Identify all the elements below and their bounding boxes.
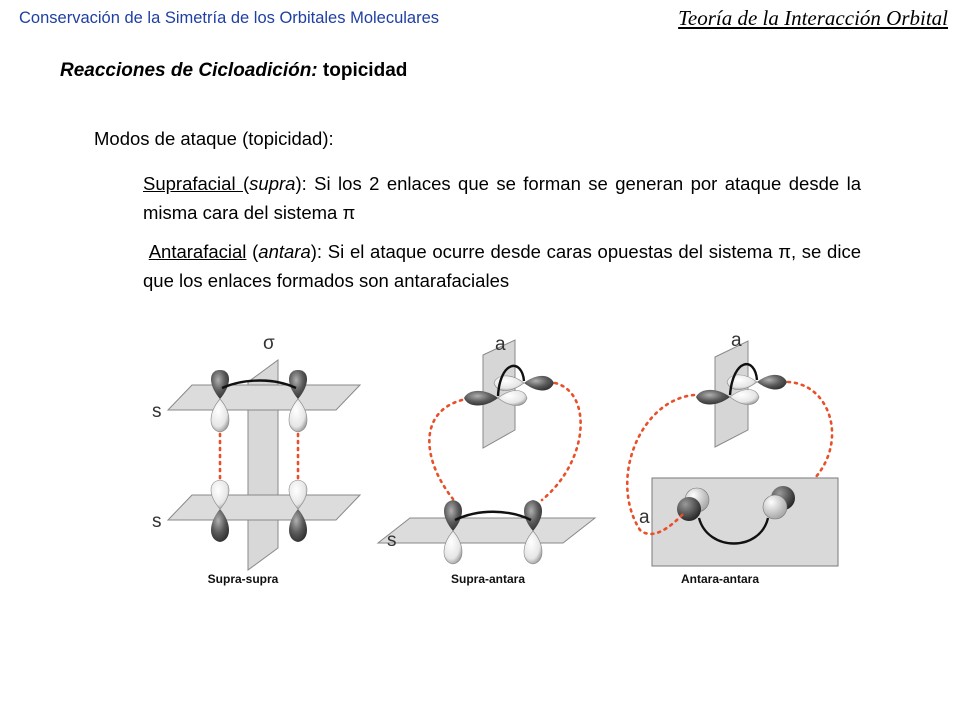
abbr-open: ( [242,173,250,194]
header-left-title: Conservación de la Simetría de los Orbitales Moleculares [19,9,440,27]
abbr-supra: supra [249,173,296,194]
term-suprafacial: Suprafacial [143,173,243,194]
modes-title: Modos de ataque (topicidad): [94,128,334,149]
orbital-lobe-dark [757,375,787,390]
definition-text: Si el ataque ocurre desde caras opuestas del sistema π, se dice que los enlaces formados son antarafaciales [143,241,861,291]
panel-supra-supra [152,333,360,586]
definition-text: Si los 2 enlaces que se forman se generan por ataque desde la misma cara del sistema π [143,173,861,223]
dotted-connection [788,382,832,478]
label-a-side: a [639,507,650,528]
abbr-close: ): [295,173,307,194]
abbr-open: ( [246,241,259,262]
supra-plane [378,518,595,543]
dotted-connection [542,383,581,500]
label-s: s [387,530,397,551]
top-plane [168,385,360,410]
heading-bold: topicidad [322,60,408,81]
label-a-top: a [731,330,742,351]
antara-plane-bottom [652,478,838,566]
header-right-title: Teoría de la Interacción Orbital [678,6,948,30]
label-a: a [495,334,506,355]
caption-supra-antara: Supra-antara [450,572,526,586]
bottom-plane [168,495,360,520]
orbital-lobe-dark [524,376,554,391]
term-antarafacial: Antarafacial [148,241,247,262]
orbital-lobe-light [763,495,787,519]
panel-antara-antara [627,330,838,586]
heading-italic: Reacciones de Cicloadición: [60,60,318,81]
label-s-bottom: s [152,511,162,532]
panel-supra-antara [378,334,595,586]
caption-supra-supra: Supra-supra [207,572,279,586]
abbr-antara: antara [258,241,311,262]
abbr-close: ): [310,241,323,262]
caption-antara-antara: Antara-antara [680,572,760,586]
dotted-connection [429,400,462,499]
label-sigma: σ [263,333,275,354]
label-s-top: s [152,401,162,422]
